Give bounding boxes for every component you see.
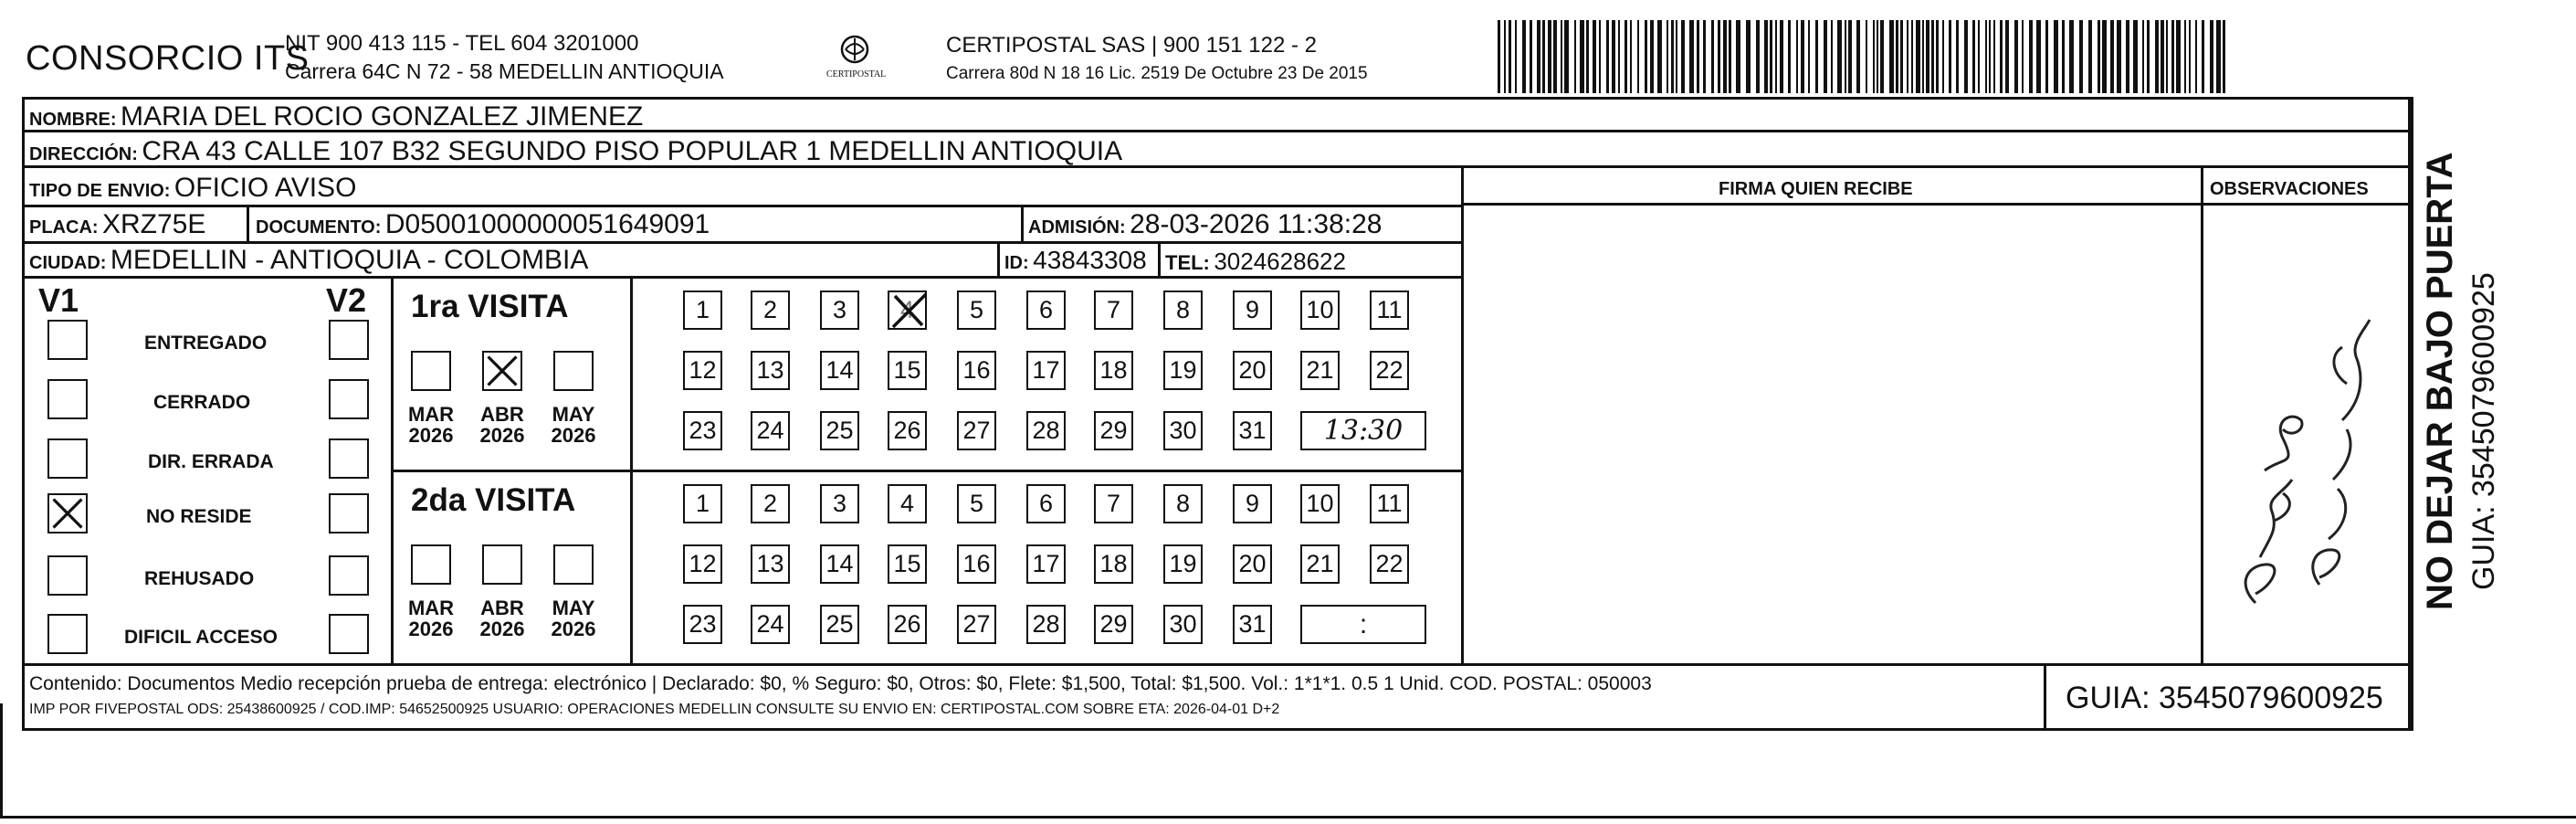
month-name: MAY — [552, 597, 595, 619]
month-label — [475, 404, 530, 446]
day-box[interactable]: 27 — [957, 605, 996, 644]
day-box[interactable]: 14 — [820, 544, 859, 584]
month-checkbox[interactable] — [482, 351, 522, 391]
tipo-envio-row — [29, 174, 356, 202]
month-label — [475, 597, 530, 639]
day-box[interactable]: 23 — [683, 605, 722, 644]
month-checkbox[interactable] — [411, 544, 451, 585]
handwritten-signature-icon — [2219, 292, 2374, 630]
day-box[interactable]: 17 — [1026, 351, 1066, 390]
barcode — [1498, 20, 2232, 93]
day-box[interactable]: 25 — [820, 411, 859, 450]
v1-checkbox[interactable] — [47, 320, 88, 360]
month-year: 2026 — [479, 618, 525, 641]
month-checkbox[interactable] — [411, 351, 451, 391]
day-box[interactable]: 18 — [1094, 351, 1133, 390]
side-guia-number: GUIA: 3545079600925 — [2466, 272, 2501, 590]
v2-checkbox[interactable] — [329, 379, 369, 419]
day-box[interactable]: 2 — [751, 291, 790, 330]
v2-checkbox[interactable] — [329, 320, 369, 360]
tel-label: TEL: — [1165, 251, 1210, 274]
day-box[interactable]: 20 — [1233, 544, 1272, 584]
day-box[interactable]: 24 — [751, 605, 790, 644]
day-box[interactable]: 26 — [888, 605, 927, 644]
footer-content-line: Contenido: Documentos Medio recepción prueba de entrega: electrónico | Declarado: $0, % Seguro: $0, Otros: $0, Flete: $1,500, Total: $1,500. Vol.: 1*1*1. 0.5 1 Unid. COD. POSTAL: 050003 — [29, 673, 1652, 694]
month-year: 2026 — [408, 424, 454, 448]
v1-checkbox[interactable] — [47, 379, 88, 419]
day-box[interactable]: 21 — [1300, 544, 1340, 584]
month-label — [546, 597, 601, 639]
tel-value: 3024628622 — [1214, 248, 1346, 275]
ciudad-label: CIUDAD: — [29, 253, 107, 273]
month-label — [404, 404, 458, 446]
v1-checkbox[interactable] — [47, 438, 88, 479]
status-label: NO RESIDE — [146, 506, 252, 527]
day-box[interactable]: 13 — [751, 544, 790, 584]
month-checkbox[interactable] — [553, 351, 594, 391]
day-box[interactable]: 18 — [1094, 544, 1133, 584]
month-checkbox[interactable] — [482, 544, 522, 585]
day-box[interactable]: 22 — [1370, 544, 1409, 584]
month-checkbox[interactable] — [553, 544, 594, 585]
day-box[interactable]: 20 — [1233, 351, 1272, 390]
id-value: 43843308 — [1033, 246, 1147, 274]
footer-print-line: IMP POR FIVEPOSTAL ODS: 25438600925 / COD.IMP: 54652500925 USUARIO: OPERACIONES MEDELLIN CONSULTE SU ENVIO EN: CERTIPOSTAL.COM SOBRE ETA: 2026-04-01 D+2 — [29, 702, 1280, 717]
v1-checkbox[interactable] — [47, 614, 88, 654]
day-box[interactable]: 5 — [957, 484, 996, 523]
v2-checkbox[interactable] — [329, 493, 369, 533]
day-box[interactable]: 8 — [1163, 291, 1203, 330]
id-row — [1004, 248, 1147, 273]
month-year: 2026 — [408, 618, 454, 641]
v2-header: V2 — [326, 281, 367, 319]
day-box[interactable]: 15 — [888, 351, 927, 390]
day-box[interactable]: 16 — [957, 544, 996, 584]
day-box[interactable]: 1 — [683, 484, 722, 523]
month-year: 2026 — [551, 618, 596, 641]
status-label: DIFICIL ACCESO — [124, 627, 279, 648]
side-guia-text — [2420, 152, 2502, 610]
v2-checkbox[interactable] — [329, 438, 369, 479]
documento-label: DOCUMENTO: — [256, 217, 382, 238]
day-box[interactable]: 3 — [820, 484, 859, 523]
direccion-row — [29, 138, 1122, 165]
day-box[interactable]: 23 — [683, 411, 722, 450]
day-box[interactable]: 26 — [888, 411, 927, 450]
day-box[interactable]: 19 — [1163, 351, 1203, 390]
day-box[interactable]: 6 — [1026, 484, 1066, 523]
day-box[interactable]: 10 — [1300, 291, 1340, 330]
day-box[interactable]: 16 — [957, 351, 996, 390]
day-box[interactable]: 6 — [1026, 291, 1066, 330]
certipostal-info: CERTIPOSTAL SAS | 900 151 122 - 2 — [946, 33, 1317, 58]
month-name: MAR — [407, 597, 455, 619]
day-box[interactable]: 1 — [683, 291, 722, 330]
observaciones-header: OBSERVACIONES — [2210, 179, 2369, 199]
day-box[interactable]: 17 — [1026, 544, 1066, 584]
day-box[interactable]: 30 — [1163, 605, 1203, 644]
month-label — [546, 404, 601, 446]
day-box[interactable]: 29 — [1094, 411, 1133, 450]
v1-checkbox[interactable] — [47, 493, 88, 533]
v1-header: V1 — [38, 281, 79, 319]
visit-title: 1ra VISITA — [411, 289, 569, 324]
tipo-envio-value: OFICIO AVISO — [173, 173, 357, 203]
month-name: MAY — [552, 403, 595, 426]
company-nit: NIT 900 413 115 - TEL 604 3201000 — [285, 31, 639, 56]
firma-header: FIRMA QUIEN RECIBE — [1719, 179, 1913, 199]
documento-value: D05001000000051649091 — [384, 209, 710, 239]
month-label — [404, 597, 458, 639]
day-box[interactable]: 24 — [751, 411, 790, 450]
day-box[interactable]: 5 — [957, 291, 996, 330]
logo-caption: CERTIPOSTAL — [826, 69, 887, 79]
day-box[interactable]: 2 — [751, 484, 790, 523]
admision-value: 28-03-2026 11:38:28 — [1130, 209, 1383, 239]
month-year: 2026 — [551, 424, 596, 448]
day-box[interactable]: 31 — [1233, 411, 1272, 450]
visit-title: 2da VISITA — [411, 482, 576, 518]
direccion-label: DIRECCIÓN: — [29, 144, 138, 164]
day-box[interactable]: 11 — [1370, 291, 1409, 330]
direccion-value: CRA 43 CALLE 107 B32 SEGUNDO PISO POPULAR 1 MEDELLIN ANTIOQUIA — [142, 136, 1123, 166]
day-box[interactable]: 3 — [820, 291, 859, 330]
form-border — [22, 97, 2411, 731]
day-box[interactable]: 4 — [888, 291, 927, 330]
day-box[interactable]: 12 — [683, 351, 722, 390]
day-box[interactable]: 4 — [888, 484, 927, 523]
status-label: CERRADO — [153, 392, 251, 413]
status-label: REHUSADO — [144, 568, 255, 589]
day-box[interactable]: 14 — [820, 351, 859, 390]
day-box[interactable]: 25 — [820, 605, 859, 644]
day-box[interactable]: 9 — [1233, 291, 1272, 330]
ciudad-row — [29, 247, 588, 274]
admision-label: ADMISIÓN: — [1028, 217, 1126, 238]
guia-number-box: GUIA: 3545079600925 — [2066, 681, 2383, 715]
day-box[interactable]: 31 — [1233, 605, 1272, 644]
id-label: ID: — [1004, 253, 1029, 273]
nombre-value: MARIA DEL ROCIO GONZALEZ JIMENEZ — [121, 101, 644, 132]
day-box[interactable]: 7 — [1094, 291, 1133, 330]
nombre-label: NOMBRE: — [29, 110, 117, 130]
v2-checkbox[interactable] — [329, 555, 369, 596]
month-name: ABR — [480, 597, 524, 619]
day-box[interactable]: 30 — [1163, 411, 1203, 450]
day-box[interactable]: 9 — [1233, 484, 1272, 523]
placa-label: PLACA: — [29, 217, 99, 238]
day-box[interactable]: 22 — [1370, 351, 1409, 390]
tipo-envio-label: TIPO DE ENVIO: — [29, 181, 171, 201]
day-box[interactable]: 10 — [1300, 484, 1340, 523]
company-name: CONSORCIO ITS — [26, 39, 310, 78]
placa-row — [29, 211, 205, 238]
day-box[interactable]: 19 — [1163, 544, 1203, 584]
company-address: Carrera 64C N 72 - 58 MEDELLIN ANTIOQUIA — [285, 59, 724, 83]
v2-checkbox[interactable] — [329, 614, 369, 654]
day-box[interactable]: 13 — [751, 351, 790, 390]
day-box[interactable]: 27 — [957, 411, 996, 450]
documento-row — [256, 211, 710, 238]
admision-row — [1028, 211, 1382, 238]
ciudad-value: MEDELLIN - ANTIOQUIA - COLOMBIA — [110, 245, 589, 275]
status-label: DIR. ERRADA — [148, 451, 274, 472]
day-box[interactable]: 11 — [1370, 484, 1409, 523]
day-box[interactable]: 7 — [1094, 484, 1133, 523]
month-year: 2026 — [479, 424, 525, 448]
v1-checkbox[interactable] — [47, 555, 88, 596]
day-box[interactable]: 8 — [1163, 484, 1203, 523]
visit-time[interactable]: : — [1300, 605, 1426, 644]
month-name: MAR — [407, 403, 455, 426]
status-label: ENTREGADO — [144, 333, 268, 354]
day-box[interactable]: 21 — [1300, 351, 1340, 390]
day-box[interactable]: 15 — [888, 544, 927, 584]
certipostal-license: Carrera 80d N 18 16 Lic. 2519 De Octubre 23 De 2015 — [946, 64, 1368, 83]
visit-time[interactable]: 13:30 — [1300, 411, 1426, 450]
placa-value: XRZ75E — [102, 209, 206, 239]
day-box[interactable]: 28 — [1026, 605, 1066, 644]
month-name: ABR — [480, 403, 524, 426]
day-box[interactable]: 12 — [683, 544, 722, 584]
day-box[interactable]: 29 — [1094, 605, 1133, 644]
nombre-row — [29, 103, 643, 131]
side-warning: NO DEJAR BAJO PUERTA — [2420, 152, 2460, 610]
day-box[interactable]: 28 — [1026, 411, 1066, 450]
tel-row — [1165, 249, 1346, 273]
